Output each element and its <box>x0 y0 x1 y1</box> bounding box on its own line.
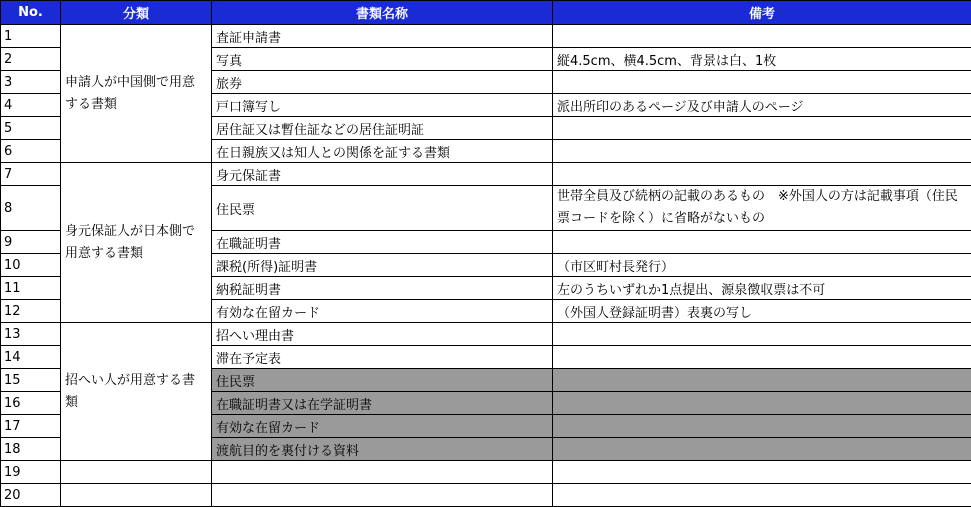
note-cell[interactable]: 縦4.5cm、横4.5cm、背景は白、1枚 <box>553 48 971 71</box>
document-cell[interactable]: 住民票 <box>212 369 553 392</box>
category-cell-empty[interactable] <box>61 461 212 484</box>
document-cell[interactable]: 旅券 <box>212 71 553 94</box>
row-number[interactable]: 2 <box>1 48 61 71</box>
document-cell[interactable]: 渡航目的を裏付ける資料 <box>212 438 553 461</box>
document-cell[interactable]: 身元保証書 <box>212 163 553 186</box>
row-number[interactable]: 6 <box>1 140 61 163</box>
document-cell[interactable]: 査証申請書 <box>212 25 553 48</box>
note-cell[interactable] <box>553 484 971 507</box>
document-cell[interactable] <box>212 484 553 507</box>
note-cell[interactable] <box>553 415 971 438</box>
header-note[interactable]: 備考 <box>553 1 971 25</box>
row-number[interactable]: 11 <box>1 277 61 300</box>
row-number[interactable]: 3 <box>1 71 61 94</box>
row-number[interactable]: 7 <box>1 163 61 186</box>
header-row <box>1 1 971 25</box>
document-cell[interactable]: 戸口簿写し <box>212 94 553 117</box>
note-cell[interactable] <box>553 163 971 186</box>
note-cell[interactable] <box>553 346 971 369</box>
note-cell[interactable] <box>553 231 971 254</box>
category-cell-applicant[interactable]: 申請人が中国側で用意する書類 <box>61 25 212 163</box>
note-cell[interactable]: （市区町村長発行） <box>553 254 971 277</box>
document-cell[interactable]: 有効な在留カード <box>212 300 553 323</box>
table-row <box>1 25 971 48</box>
row-number[interactable]: 20 <box>1 484 61 507</box>
note-cell[interactable] <box>553 438 971 461</box>
row-number[interactable]: 8 <box>1 186 61 231</box>
table-row-empty <box>1 484 971 507</box>
row-number[interactable]: 19 <box>1 461 61 484</box>
category-cell-guarantor[interactable]: 身元保証人が日本側で用意する書類 <box>61 163 212 323</box>
document-cell[interactable]: 課税(所得)証明書 <box>212 254 553 277</box>
note-cell[interactable]: 世帯全員及び続柄の記載のあるもの ※外国人の方は記載事項（住民票コードを除く）に省略がないもの <box>553 186 971 231</box>
note-cell[interactable]: 左のうちいずれか1点提出、源泉徴収票は不可 <box>553 277 971 300</box>
row-number[interactable]: 10 <box>1 254 61 277</box>
note-cell[interactable] <box>553 461 971 484</box>
table-row <box>1 163 971 186</box>
document-cell[interactable]: 滞在予定表 <box>212 346 553 369</box>
row-number[interactable]: 1 <box>1 25 61 48</box>
table-row <box>1 323 971 346</box>
document-cell[interactable]: 在職証明書 <box>212 231 553 254</box>
row-number[interactable]: 9 <box>1 231 61 254</box>
note-cell[interactable] <box>553 140 971 163</box>
note-cell[interactable]: 派出所印のあるページ及び申請人のページ <box>553 94 971 117</box>
document-cell[interactable]: 居住証又は暫住証などの居住証明証 <box>212 117 553 140</box>
document-cell[interactable]: 招へい理由書 <box>212 323 553 346</box>
note-cell[interactable] <box>553 392 971 415</box>
row-number[interactable]: 12 <box>1 300 61 323</box>
header-no[interactable]: No. <box>1 1 61 25</box>
row-number[interactable]: 5 <box>1 117 61 140</box>
category-cell-empty[interactable] <box>61 484 212 507</box>
header-document-name[interactable]: 書類名称 <box>212 1 553 25</box>
row-number[interactable]: 18 <box>1 438 61 461</box>
note-cell[interactable] <box>553 71 971 94</box>
document-cell[interactable]: 在職証明書又は在学証明書 <box>212 392 553 415</box>
row-number[interactable]: 15 <box>1 369 61 392</box>
document-cell[interactable] <box>212 461 553 484</box>
note-cell[interactable] <box>553 117 971 140</box>
row-number[interactable]: 16 <box>1 392 61 415</box>
document-cell[interactable]: 有効な在留カード <box>212 415 553 438</box>
table-row-empty <box>1 461 971 484</box>
note-cell[interactable] <box>553 369 971 392</box>
document-cell[interactable]: 写真 <box>212 48 553 71</box>
row-number[interactable]: 13 <box>1 323 61 346</box>
header-category[interactable]: 分類 <box>61 1 212 25</box>
document-cell[interactable]: 納税証明書 <box>212 277 553 300</box>
row-number[interactable]: 4 <box>1 94 61 117</box>
document-cell[interactable]: 住民票 <box>212 186 553 231</box>
document-cell[interactable]: 在日親族又は知人との関係を証する書類 <box>212 140 553 163</box>
category-cell-inviter[interactable]: 招へい人が用意する書類 <box>61 323 212 461</box>
note-cell[interactable]: （外国人登録証明書）表裏の写し <box>553 300 971 323</box>
note-cell[interactable] <box>553 323 971 346</box>
row-number[interactable]: 14 <box>1 346 61 369</box>
note-cell[interactable] <box>553 25 971 48</box>
row-number[interactable]: 17 <box>1 415 61 438</box>
